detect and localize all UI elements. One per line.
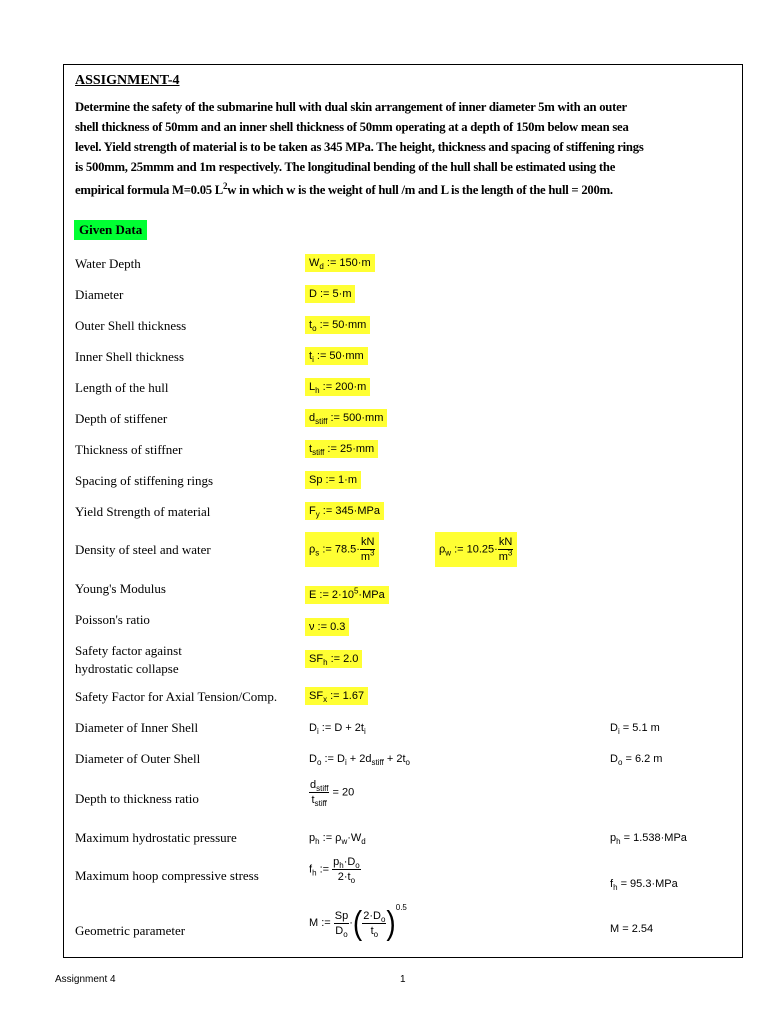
problem-line: is 500mm, 25mmm and 1m respectively. The longitudinal bending of the hull shall be estimated using the xyxy=(75,160,616,174)
result-hoop-stress: $f_h = 95.3\cdot MPa$ xyxy=(610,878,678,893)
eq-length-hull: $L_h$ := 200·m xyxy=(305,380,370,394)
result-hydrostatic-pressure: $p_h = 1.538\cdot MPa$ xyxy=(610,832,687,847)
eq-density-steel: $\rho_s$ := 78.5· $\frac{kN}{m^3}$ xyxy=(305,532,379,567)
label-diameter: Diameter xyxy=(75,287,124,302)
given-data-heading: Given Data xyxy=(74,220,147,240)
eq-thickness-stiffner: $t_{stiff}$ := 25·mm xyxy=(305,442,378,456)
eq-sf-hydrostatic: $SF_h$ := 2.0 xyxy=(305,652,362,666)
label-yield-strength: Yield Strength of material xyxy=(75,504,211,519)
assignment-title: ASSIGNMENT-4 xyxy=(75,73,180,88)
result-outer-diameter: $D_o = 6.2$ m xyxy=(610,753,663,768)
page-number: 1 xyxy=(400,974,406,985)
eq-inner-diameter: $D_i$ := $D + 2t_i$ xyxy=(309,722,366,737)
result-inner-diameter: $D_i = 5.1$ m xyxy=(610,722,660,737)
label-sf-axial: Safety Factor for Axial Tension/Comp. xyxy=(75,689,278,704)
eq-poissons-ratio: ν := 0.3 xyxy=(305,620,349,634)
problem-line: shell thickness of 50mm and an inner shell thickness of 50mm operating at a depth of 150m below mean sea xyxy=(75,120,629,134)
eq-sf-axial: $SF_x$ := 1.67 xyxy=(305,689,368,703)
label-sf-hydrostatic-2: hydrostatic collapse xyxy=(75,661,179,676)
footer-title: Assignment 4 xyxy=(55,974,116,985)
eq-geometric-parameter: M := $\frac{Sp}{D_o}$ ·( $\frac{2\cdot D_o}{t_o}$ )$^{0.5}$ xyxy=(309,903,407,942)
eq-youngs-modulus: E := $2\cdot 10^5\cdot MPa$ xyxy=(305,588,389,602)
problem-statement xyxy=(75,97,730,200)
label-outer-diameter: Diameter of Outer Shell xyxy=(75,751,201,766)
eq-inner-shell: $t_i$ := 50·mm xyxy=(305,349,368,363)
eq-hydrostatic-pressure: $p_h$ := $\rho_w\cdot W_d$ xyxy=(309,832,366,847)
label-sf-hydrostatic-1: Safety factor against xyxy=(75,643,182,658)
eq-spacing-rings: Sp := 1·m xyxy=(305,473,361,487)
label-outer-shell: Outer Shell thickness xyxy=(75,318,187,333)
label-inner-diameter: Diameter of Inner Shell xyxy=(75,720,199,735)
eq-depth-stiffener: $d_{stiff}$ := 500·mm xyxy=(305,411,387,425)
eq-hoop-stress: $f_h$ := $\frac{p_h\cdot D_o}{2\cdot t_o}$ xyxy=(309,856,360,886)
eq-diameter: D := 5·m xyxy=(305,287,355,301)
label-spacing-rings: Spacing of stiffening rings xyxy=(75,473,214,488)
label-length-hull: Length of the hull xyxy=(75,380,169,395)
label-water-depth: Water Depth xyxy=(75,256,141,271)
label-poissons-ratio: Poisson's ratio xyxy=(75,612,150,627)
label-inner-shell: Inner Shell thickness xyxy=(75,349,185,364)
label-depth-stiffener: Depth of stiffener xyxy=(75,411,168,426)
problem-line-last: empirical formula M=0.05 $L^2w$ in which w is the weight of hull /m and L is the length of the hull = 200m. xyxy=(75,180,613,197)
eq-yield-strength: $F_y$ := 345·MPa xyxy=(305,504,384,518)
eq-outer-shell: $t_o$ := 50·mm xyxy=(305,318,370,332)
label-hoop-stress: Maximum hoop compressive stress xyxy=(75,868,259,883)
label-youngs-modulus: Young's Modulus xyxy=(75,581,166,596)
eq-density-water: $\rho_w$ := 10.25· $\frac{kN}{m^3}$ xyxy=(435,532,517,567)
label-hydrostatic-pressure: Maximum hydrostatic pressure xyxy=(75,830,237,845)
result-geometric-parameter: M = 2.54 xyxy=(610,923,654,935)
eq-water-depth: $W_d$ := 150·m xyxy=(305,256,375,270)
problem-line: level. Yield strength of material is to be taken as 345 MPa. The height, thickness and spacing of stiffening rings xyxy=(75,140,644,154)
eq-outer-diameter: $D_o$ := $D_i + 2d_{stiff} + 2t_o$ xyxy=(309,753,410,768)
eq-depth-thickness-ratio: $\frac{d_{stiff}}{t_{stiff}}$ = 20 xyxy=(310,779,355,809)
label-geometric-parameter: Geometric parameter xyxy=(75,923,186,938)
label-density: Density of steel and water xyxy=(75,542,211,557)
problem-line: Determine the safety of the submarine hull with dual skin arrangement of inner diameter 5m with an outer xyxy=(75,100,627,114)
label-thickness-stiffner: Thickness of stiffner xyxy=(75,442,183,457)
label-depth-thickness-ratio: Depth to thickness ratio xyxy=(75,791,199,806)
